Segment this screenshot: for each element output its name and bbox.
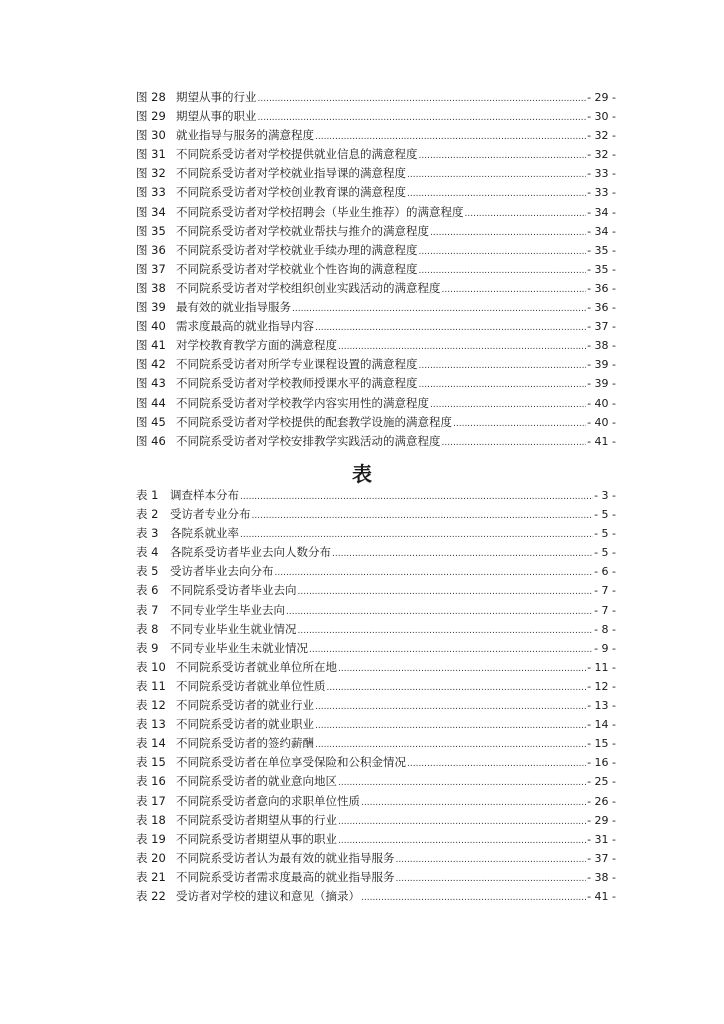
leader-dots	[419, 376, 587, 395]
entry-page: - 14 -	[587, 718, 616, 732]
entry-page: - 12 -	[587, 679, 616, 693]
entry-title: 受访者毕业去向分布	[170, 564, 274, 579]
toc-entry-table-12[interactable]	[136, 696, 616, 715]
toc-entry-table-16[interactable]	[136, 772, 616, 791]
toc-entry-fig-41[interactable]	[136, 336, 616, 355]
entry-title: 不同院系受访者的就业行业	[176, 698, 314, 713]
entry-title: 调查样本分布	[170, 488, 239, 502]
entry-page: - 11 -	[587, 660, 616, 674]
entry-number: 表 1	[136, 488, 159, 502]
entry-title: 各院系受访者毕业去向人数分布	[170, 545, 331, 560]
entry-number: 表 5	[136, 564, 159, 579]
entry-page: - 31 -	[587, 832, 616, 846]
entry-page: - 37 -	[587, 851, 616, 865]
entry-page: - 6 -	[594, 565, 616, 579]
entry-page: - 37 -	[587, 320, 616, 334]
entry-title: 不同院系受访者对学校就业帮扶与推介的满意程度	[176, 223, 429, 238]
leader-dots	[327, 679, 587, 698]
entry-title: 期望从事的职业	[176, 109, 257, 124]
entry-number: 表 18	[136, 812, 166, 827]
leader-dots	[332, 545, 593, 564]
entry-title: 不同院系受访者的就业职业	[176, 717, 314, 732]
entry-title: 不同院系受访者在单位享受保险和公积金情况	[176, 755, 406, 770]
entry-title: 不同院系受访者对学校教师授课水平的满意程度	[176, 376, 418, 391]
entry-number: 图 38	[136, 280, 166, 295]
leader-dots	[292, 300, 586, 319]
entry-page: - 39 -	[587, 377, 616, 391]
entry-number: 图 45	[136, 414, 166, 429]
toc-entry-fig-28[interactable]	[136, 88, 616, 107]
toc-entry-table-2[interactable]	[136, 505, 616, 524]
leader-dots	[252, 507, 594, 526]
entry-number: 表 15	[136, 755, 166, 770]
entry-page: - 39 -	[587, 358, 616, 372]
entry-number: 图 36	[136, 242, 166, 257]
entry-number: 表 17	[136, 793, 166, 808]
toc-entry-table-7[interactable]	[136, 601, 616, 620]
leader-dots	[275, 564, 594, 583]
entry-page: - 9 -	[594, 641, 616, 655]
toc-entry-table-3[interactable]	[136, 524, 616, 543]
entry-title: 不同院系受访者对学校提供的配套教学设施的满意程度	[176, 414, 452, 429]
entry-number: 表 20	[136, 850, 166, 865]
entry-page: - 13 -	[587, 699, 616, 713]
entry-title: 最有效的就业指导服务	[176, 300, 291, 315]
entry-title: 不同院系受访者的就业意向地区	[176, 774, 337, 789]
toc-entry-fig-40[interactable]	[136, 317, 616, 336]
entry-number: 表 7	[136, 602, 159, 617]
entry-title: 不同院系受访者需求度最高的就业指导服务	[176, 869, 395, 884]
entry-number: 图 28	[136, 90, 166, 104]
toc-entry-fig-44[interactable]	[136, 394, 616, 413]
entry-page: - 34 -	[587, 205, 616, 219]
leader-dots	[361, 794, 586, 813]
toc-entry-fig-45[interactable]	[136, 413, 616, 432]
entry-title: 不同专业毕业生未就业情况	[170, 640, 308, 655]
table-list	[136, 486, 616, 906]
entry-title: 不同院系受访者对学校招聘会（毕业生推荐）的满意程度	[176, 204, 464, 219]
leader-dots	[396, 870, 587, 889]
entry-title: 各院系就业率	[170, 526, 239, 541]
leader-dots	[419, 262, 587, 281]
toc-entry-table-21[interactable]	[136, 868, 616, 887]
entry-page: - 5 -	[594, 508, 616, 522]
entry-title: 不同院系受访者认为最有效的就业指导服务	[176, 850, 395, 865]
entry-page: - 40 -	[587, 415, 616, 429]
entry-page: - 7 -	[594, 584, 616, 598]
entry-title: 期望从事的行业	[176, 90, 257, 104]
toc-entry-fig-32[interactable]	[136, 164, 616, 183]
leader-dots	[453, 415, 586, 434]
toc-entry-table-4[interactable]	[136, 543, 616, 562]
entry-number: 表 10	[136, 659, 166, 674]
leader-dots	[465, 205, 587, 224]
entry-page: - 5 -	[594, 527, 616, 541]
entry-title: 不同院系受访者对学校就业手续办理的满意程度	[176, 242, 418, 257]
entry-title: 不同院系受访者对学校创业教育课的满意程度	[176, 185, 406, 200]
entry-page: - 35 -	[587, 262, 616, 276]
entry-number: 图 46	[136, 433, 166, 448]
toc-entry-table-5[interactable]	[136, 562, 616, 581]
entry-number: 表 22	[136, 888, 166, 903]
entry-page: - 3 -	[594, 489, 616, 502]
toc-entry-fig-36[interactable]	[136, 241, 616, 260]
entry-number: 表 13	[136, 717, 166, 732]
toc-entry-fig-31[interactable]	[136, 145, 616, 164]
leader-dots	[315, 717, 586, 736]
entry-page: - 29 -	[587, 813, 616, 827]
tables-section-heading: 表	[352, 462, 372, 486]
entry-title: 不同院系受访者期望从事的行业	[176, 812, 337, 827]
entry-page: - 32 -	[587, 148, 616, 162]
entry-page: - 30 -	[587, 110, 616, 124]
leader-dots	[361, 889, 586, 908]
entry-number: 表 2	[136, 507, 159, 522]
entry-number: 图 41	[136, 338, 166, 353]
leader-dots	[419, 243, 587, 262]
leader-dots	[419, 147, 587, 166]
entry-title: 不同院系受访者意向的求职单位性质	[176, 793, 360, 808]
leader-dots	[407, 755, 586, 774]
entry-number: 图 43	[136, 376, 166, 391]
entry-page: - 33 -	[587, 167, 616, 181]
leader-dots	[338, 813, 586, 832]
leader-dots	[309, 641, 593, 660]
entry-number: 表 6	[136, 583, 159, 598]
toc-entry-table-1[interactable]	[136, 486, 616, 505]
entry-title: 不同院系受访者对学校安排教学实践活动的满意程度	[176, 433, 441, 448]
entry-page: - 26 -	[587, 794, 616, 808]
toc-entry-fig-30[interactable]	[136, 126, 616, 145]
entry-number: 图 44	[136, 395, 166, 410]
toc-entry-fig-29[interactable]	[136, 107, 616, 126]
toc-entry-table-10[interactable]	[136, 658, 616, 677]
toc-entry-fig-39[interactable]	[136, 298, 616, 317]
entry-page: - 35 -	[587, 243, 616, 257]
entry-page: - 38 -	[587, 870, 616, 884]
entry-title: 不同院系受访者对学校提供就业信息的满意程度	[176, 147, 418, 162]
entry-number: 表 16	[136, 774, 166, 789]
entry-number: 表 9	[136, 640, 159, 655]
toc-entry-table-11[interactable]	[136, 677, 616, 696]
toc-entry-fig-33[interactable]	[136, 183, 616, 202]
leader-dots	[419, 357, 587, 376]
entry-title: 不同院系受访者对学校就业指导课的满意程度	[176, 166, 406, 181]
entry-page: - 32 -	[587, 129, 616, 143]
leader-dots	[442, 434, 587, 453]
entry-number: 表 21	[136, 869, 166, 884]
entry-page: - 8 -	[594, 622, 616, 636]
toc-entry-fig-35[interactable]	[136, 222, 616, 241]
toc-entry-fig-38[interactable]	[136, 279, 616, 298]
entry-page: - 15 -	[587, 737, 616, 751]
toc-entry-table-22[interactable]	[136, 887, 616, 906]
leader-dots	[430, 396, 586, 415]
entry-number: 图 37	[136, 261, 166, 276]
entry-number: 表 14	[136, 736, 166, 751]
leader-dots	[240, 488, 593, 507]
entry-title: 不同院系受访者对所学专业课程设置的满意程度	[176, 357, 418, 372]
entry-number: 表 3	[136, 526, 159, 541]
entry-title: 受访者专业分布	[170, 507, 251, 522]
leader-dots	[407, 166, 586, 185]
entry-page: - 29 -	[587, 91, 616, 104]
entry-number: 图 33	[136, 185, 166, 200]
leader-dots	[298, 622, 594, 641]
leader-dots	[338, 774, 586, 793]
entry-number: 图 42	[136, 357, 166, 372]
leader-dots	[315, 319, 586, 338]
entry-number: 图 40	[136, 319, 166, 334]
toc-entry-fig-43[interactable]	[136, 374, 616, 393]
leader-dots	[442, 281, 587, 300]
entry-page: - 34 -	[587, 224, 616, 238]
entry-title: 不同院系受访者期望从事的职业	[176, 831, 337, 846]
figure-list	[136, 88, 616, 451]
entry-number: 图 34	[136, 204, 166, 219]
entry-number: 表 11	[136, 678, 166, 693]
toc-entry-fig-34[interactable]	[136, 203, 616, 222]
entry-title: 不同院系受访者对学校就业个性咨询的满意程度	[176, 261, 418, 276]
entry-title: 不同院系受访者毕业去向	[170, 583, 297, 598]
entry-title: 不同专业毕业生就业情况	[170, 621, 297, 636]
entry-page: - 36 -	[587, 301, 616, 315]
entry-page: - 40 -	[587, 396, 616, 410]
toc-entry-table-19[interactable]	[136, 830, 616, 849]
entry-number: 图 39	[136, 300, 166, 315]
entry-title: 不同院系受访者就业单位性质	[176, 678, 326, 693]
entry-number: 图 29	[136, 109, 166, 124]
leader-dots	[286, 603, 593, 622]
leader-dots	[430, 224, 586, 243]
toc-entry-table-13[interactable]	[136, 715, 616, 734]
toc-entry-table-15[interactable]	[136, 753, 616, 772]
leader-dots	[258, 90, 587, 109]
entry-number: 图 31	[136, 147, 166, 162]
entry-number: 图 32	[136, 166, 166, 181]
toc-entry-table-9[interactable]	[136, 639, 616, 658]
entry-page: - 7 -	[594, 603, 616, 617]
toc-entry-table-8[interactable]	[136, 620, 616, 639]
toc-entry-table-18[interactable]	[136, 811, 616, 830]
entry-page: - 16 -	[587, 756, 616, 770]
entry-title: 受访者对学校的建议和意见（摘录）	[176, 888, 360, 903]
entry-title: 不同院系受访者对学校组织创业实践活动的满意程度	[176, 280, 441, 295]
leader-dots	[338, 660, 586, 679]
entry-title: 不同院系受访者的签约薪酬	[176, 736, 314, 751]
leader-dots	[396, 851, 587, 870]
leader-dots	[315, 698, 586, 717]
entry-number: 表 4	[136, 545, 159, 560]
entry-number: 图 35	[136, 223, 166, 238]
entry-page: - 5 -	[594, 546, 616, 560]
toc-entry-fig-46[interactable]	[136, 432, 616, 451]
toc-entry-fig-37[interactable]	[136, 260, 616, 279]
entry-number: 表 12	[136, 698, 166, 713]
toc-entry-table-14[interactable]	[136, 734, 616, 753]
entry-number: 表 19	[136, 831, 166, 846]
entry-number: 表 8	[136, 621, 159, 636]
entry-title: 对学校教育教学方面的满意程度	[176, 338, 337, 353]
entry-page: - 38 -	[587, 339, 616, 353]
entry-page: - 25 -	[587, 775, 616, 789]
toc-entry-table-6[interactable]	[136, 581, 616, 600]
entry-page: - 33 -	[587, 186, 616, 200]
entry-title: 不同院系受访者就业单位所在地	[176, 659, 337, 674]
entry-title: 不同院系受访者对学校教学内容实用性的满意程度	[176, 395, 429, 410]
entry-page: - 41 -	[587, 434, 616, 448]
entry-title: 就业指导与服务的满意程度	[176, 128, 314, 143]
leader-dots	[298, 583, 594, 602]
toc-entry-table-20[interactable]	[136, 849, 616, 868]
toc-entry-table-17[interactable]	[136, 792, 616, 811]
entry-number: 图 30	[136, 128, 166, 143]
toc-entry-fig-42[interactable]	[136, 355, 616, 374]
entry-page: - 41 -	[587, 889, 616, 903]
entry-title: 不同专业学生毕业去向	[170, 602, 285, 617]
entry-title: 需求度最高的就业指导内容	[176, 319, 314, 334]
entry-page: - 36 -	[587, 281, 616, 295]
